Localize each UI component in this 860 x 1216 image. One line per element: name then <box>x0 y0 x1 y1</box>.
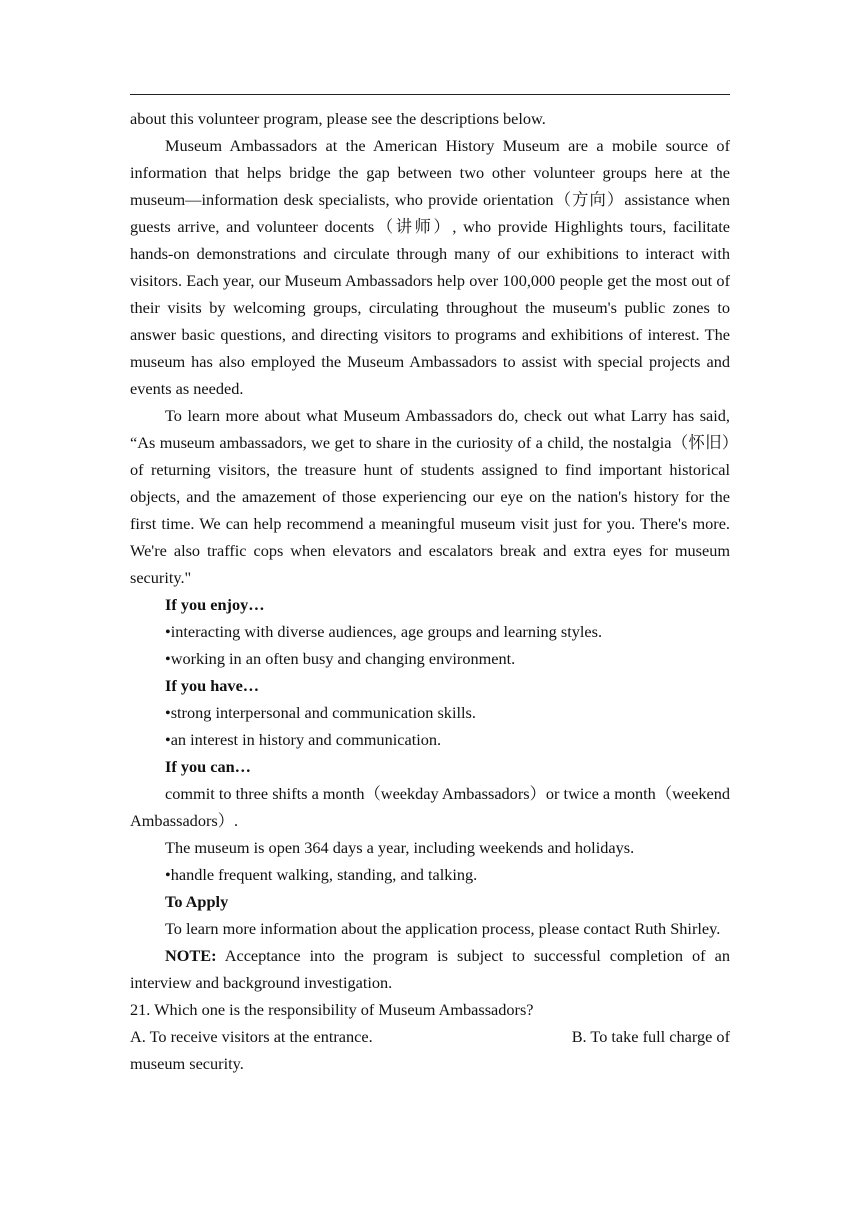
museum-open-text: The museum is open 364 days a year, including weekends and holidays. <box>165 838 635 857</box>
heading-can: If you can… <box>165 757 251 776</box>
note-label: NOTE: <box>165 946 217 965</box>
note-paragraph <box>130 942 730 996</box>
heading-enjoy: If you enjoy… <box>165 595 265 614</box>
option-a: A. To receive visitors at the entrance. <box>130 1027 373 1046</box>
heading-have: If you have… <box>165 676 260 695</box>
list-item: •strong interpersonal and communication skills. <box>165 703 476 722</box>
apply-text: To learn more information about the application process, please contact Ruth Shirley. <box>165 919 721 938</box>
intro-tail: about this volunteer program, please see the descriptions below. <box>130 109 546 128</box>
header-rule <box>130 94 730 95</box>
paragraph-larry-quote: To learn more about what Museum Ambassadors do, check out what Larry has said, “As museum ambassadors, we get to share in the curiosity of a child, the nostalgia（怀旧）of returning visitors, the treasure hunt of students assigned to find important historical objects, and the amazement of those experiencing our eye on the nation's history for the first time. We can help recommend a meaningful museum visit just for you. There's more. We're also traffic cops when elevators and escalators break and extra eyes for museum security." <box>130 406 730 587</box>
list-item: •interacting with diverse audiences, age groups and learning styles. <box>165 622 603 641</box>
list-item: •an interest in history and communication. <box>165 730 442 749</box>
commit-text: commit to three shifts a month（weekday Ambassadors）or twice a month（weekend Ambassadors）. <box>130 784 730 830</box>
option-b-continued: museum security. <box>130 1054 244 1073</box>
options-row <box>130 1023 730 1050</box>
option-b: B. To take full charge of <box>571 1027 730 1046</box>
list-item: •working in an often busy and changing environment. <box>165 649 516 668</box>
heading-apply: To Apply <box>165 892 229 911</box>
paragraph-ambassadors: Museum Ambassadors at the American History Museum are a mobile source of information that helps bridge the gap between two other volunteer groups here at the museum—information desk specialists, who provide orientation（方向）assistance when guests arrive, and volunteer docents（讲师）, who provide Highlights tours, facilitate hands-on demonstrations and circulate through many of our exhibitions to interact with visitors. Each year, our Museum Ambassadors help over 100,000 people get the most out of their visits by welcoming groups, circulating throughout the museum's public zones to answer basic questions, and directing visitors to programs and exhibitions of interest. The museum has also employed the Museum Ambassadors to assist with special projects and events as needed. <box>130 136 730 398</box>
list-item: •handle frequent walking, standing, and talking. <box>165 865 478 884</box>
question-21: 21. Which one is the responsibility of Museum Ambassadors? <box>130 1000 534 1019</box>
note-text: Acceptance into the program is subject to successful completion of an interview and background investigation. <box>130 946 730 992</box>
passage-body <box>130 105 730 1077</box>
